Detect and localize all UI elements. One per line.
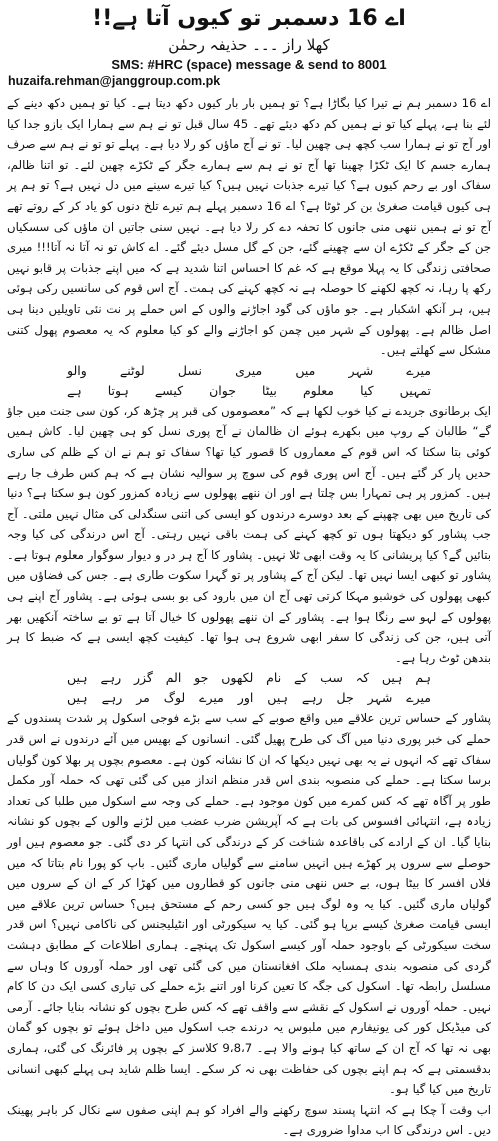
poem-verse-1 <box>7 361 491 401</box>
body-paragraph: اب وقت آ چکا ہے کہ انتہا پسند سوچ رکھنے والے افراد کو ہم اپنی صفوں سے نکال کر باہر پھینک دیں۔ اس درندگی کا اب مداوا ضروری ہے۔ <box>7 1102 491 1138</box>
poem-line: ہم ہیں کہ سب کے نام لکھوں جو الم گزر رہے ہیں <box>67 670 431 686</box>
column-header <box>0 0 498 89</box>
body-paragraph: پشاور کے حساس ترین علاقے میں واقع صوبے کے سب سے بڑے فوجی اسکول پر شدت پسندوں کے حملے کی خبر پوری دنیا میں آگ کی طرح پھیل گئی۔ انسانوں کے بھیس میں آئے درندوں نے اس قدر سفاک تھے کہ انہوں نے یہ بھی نہیں دیکھا کہ ان کا نشانہ کون ہے۔ معصوم بچوں پر بھلا کون گولیاں برسا سکتا ہے۔ حملے کی منصوبہ بندی اس قدر منظم انداز میں کی گئی تھی کہ حملہ آور مکمل طور پر آگاہ تھے کہ کس کمرے میں کون موجود ہے۔ حملے کی وجہ سے اسکول میں طلبا کی تعداد زیادہ ہے، انتہائی افسوس کی بات ہے کہ آپریشن ضرب عضب میں لڑنے والوں کے بچوں کو نشانہ بنایا گیا۔ ان کے ارادے کی باقاعدہ شناخت کر کے درندگی کی انتہا کر دی گئی۔ جو معصوم ہیں اور حوصلے سے سروں پر کھڑے ہیں انہیں سامنے سے گولیاں ماری گئیں۔ باپ کو پورا نام بتاتا کہ میں فلاں افسر کا بیٹا ہوں، بے حس ننھی منی جانوں کو قطاروں میں کھڑا کر کے ان کے سروں میں گولیاں ماری گئیں۔ کیا یہ وہ لوگ ہیں جو کسی رحم کے مستحق ہیں؟ حساس ترین علاقے میں ایسی قیامت صغریٰ کیسے برپا ہو گئی۔ کیا یہ سیکورٹی اور انٹیلیجنس کی ناکامی نہیں؟ اس قدر سخت سیکورٹی کے باوجود حملہ آور کیسے اسکول تک پہنچے۔ ہماری اطلاعات کے مطابق دہشت گردی کی منصوبہ بندی ہمسایہ ملک افغانستان میں کی گئی تھی اور حملہ آوروں کا وہاں سے مسلسل رابطہ تھا۔ اسکول کی جگہ کا تعین کرنا اور اتنے بڑے حملے کی تیاری کسی ایک دن کا کام نہیں۔ حملہ آوروں نے اسکول کے نقشے سے واقف تھے کہ کس طرح بچوں کو نشانہ بنایا جائے۔ آرمی کی میڈیکل کور کی یونیفارم میں ملبوس یہ درندے جب اسکول میں داخل ہوئے تو بچوں کو گمان بھی نہ تھا کہ آج ان کے ساتھ کیا ہونے والا ہے۔ 9،8،7 کلاسز کے بچوں پر فائرنگ کی گئی، ہماری بدقسمتی ہے کہ ہم اپنے بچوں کی حفاظت بھی نہ کر سکے۔ ایسا ظلم شاید ہی پہلے کبھی انسانی تاریخ میں کیا گیا ہو۔ <box>7 711 491 1097</box>
body-paragraph: اے 16 دسمبر ہم نے تیرا کیا بگاڑا ہے؟ تو ہمیں بار بار کیوں دکھ دیتا ہے۔ کیا تو ہمیں دکھ دینے کے لئے بنا ہے، پہلے کیا تو نے ہمیں کم دکھ دیئے تھے۔ 45 سال قبل تو نے ہم سے ہمارا ایک بازو جدا کیا اور آج تو نے ہمارا سب کچھ ہی چھین لیا۔ تو نے آج ماؤں کو رلا دیا ہے۔ پہلے تو تو نے ہم سے صرف ہمارے جسم کا ایک ٹکڑا چھینا تھا آج تو نے ہم سے ہمارے جگر کے ٹکڑے چھین لئے۔ تو اتنا ظالم، سفاک اور بے رحم کیوں ہے؟ کیا تیرے جذبات نہیں ہیں؟ کیا تیرے سینے میں دل نہیں ہے؟ تو ہم پر ہی کیوں قیامت صغریٰ بن کر ٹوٹا ہے؟ اے 16 دسمبر پہلے ہم تیرے تلخ دنوں کو یاد کر کے روتے تھے آج تو نے ہمیں ننھی منی جانوں کا تحفہ دے کر رلا دیا ہے۔ نہیں سنی جاتیں ان ماؤں کی سسکیاں جن کے جگر کے ٹکڑے ان سے چھینے گئے، جن کے گل مسل دیئے گئے۔ اے کاش تو نہ آتا نہ آتا!!! میری صحافتی زندگی کا یہ پہلا موقع ہے کہ غم کا احساس اتنا شدید ہے کہ میں اپنے جذبات پر قابو نہیں رکھ پا رہا، نہ کچھ لکھنے کا حوصلہ ہے نہ کچھ کہنے کی ہمت۔ آج اس قوم کی سانسیں رکی ہوئی ہیں، ہر آنکھ اشکبار ہے۔ جو ماؤں کی گود اجاڑنے والوں کے اس حملے پر نت نئی تاویلیں دینا ہی اصل ظالم ہے۔ پھولوں کے شہر میں چمن کو اجاڑنے والے کو کیا معلوم کہ یہ معصوم پھول کتنی مشکل سے کھلتے ہیں۔ <box>7 96 491 358</box>
poem-verse-2 <box>7 668 491 708</box>
column-body <box>0 89 498 1141</box>
poem-line: میرے شہر جل رہے ہیں اور میرے لوگ مر رہے ہیں <box>67 690 431 706</box>
column-title: اے 16 دسمبر تو کیوں آتا ہے!! <box>92 6 406 31</box>
author-email: huzaifa.rehman@janggroup.com.pk <box>8 74 221 88</box>
column-byline: کھلا راز ۔۔۔ حذیفہ رحمٰن <box>168 36 330 54</box>
poem-line: میرے شہر میں میری نسل لوٹنے والو <box>67 362 431 378</box>
poem-line: تمہیں کیا معلوم بیٹا جوان کیسے ہوتا ہے <box>67 382 431 398</box>
body-paragraph: ایک برطانوی جریدے نے کیا خوب لکھا ہے کہ ”معصوموں کی قبر پر چڑھ کر، کون سی جنت میں جاؤ گے“ طالبان کے روپ میں بکھرے ہوئے ان ظالمان نے آج پوری نسل کو ہی چھین لیا۔ کاش ہمیں کوئی بتا سکتا کہ اس قوم کے معماروں کا قصور کیا تھا؟ سفاک تو ہم نے ان کے ظلم کی ساری حدیں پار کر گئے ہیں۔ آج اس پوری قوم کی سوچ پر سوالیہ نشان ہے کہ ہم کس طرف جا رہے ہیں۔ کمزور پر ہی تمہارا بس چلتا ہے اور ان ننھے پھولوں سے زیادہ کمزور کون ہو سکتا ہے؟ دنیا کی تاریخ میں بھی چھپنے کے بعد دوسرے درندوں کو ایسی کی اتنی سنگدلی کی مثال نہیں ملتی۔ آج جب پشاور کو دیکھتا ہوں تو کچھ کہنے کی ہمت باقی نہیں رہتی۔ آج اس درندگی کی کیا وجہ بتائیں گے؟ کیا پریشانی کا یہ وقت ابھی ٹلا نہیں۔ پشاور کا آج ہر در و دیوار سوگوار معلوم ہوتا ہے۔ پشاور تو کبھی ایسا نہیں تھا۔ لیکن آج کے پشاور پر تو گہرا سکوت طاری ہے۔ جس کی فضاؤں میں کبھی پھولوں کی خوشبو مہکا کرتی تھی آج ان میں بارود کی بو بسی ہوئی ہے۔ پشاور آج اپنے ہی پھولوں کے لہو سے رنگا ہوا ہے۔ پشاور کے ان ننھے پھولوں کا خیال آتا ہے تو بے ساختہ آنکھیں بھر آتی ہیں، جن کی زندگی کا سفر ابھی شروع ہی ہوا تھا۔ کیفیت کچھ ایسی ہے کہ ضبط کا ہر بندھن ٹوٹ رہا ہے۔ <box>7 403 491 665</box>
sms-instructions: SMS: #HRC (space) message & send to 8001 <box>111 57 387 72</box>
